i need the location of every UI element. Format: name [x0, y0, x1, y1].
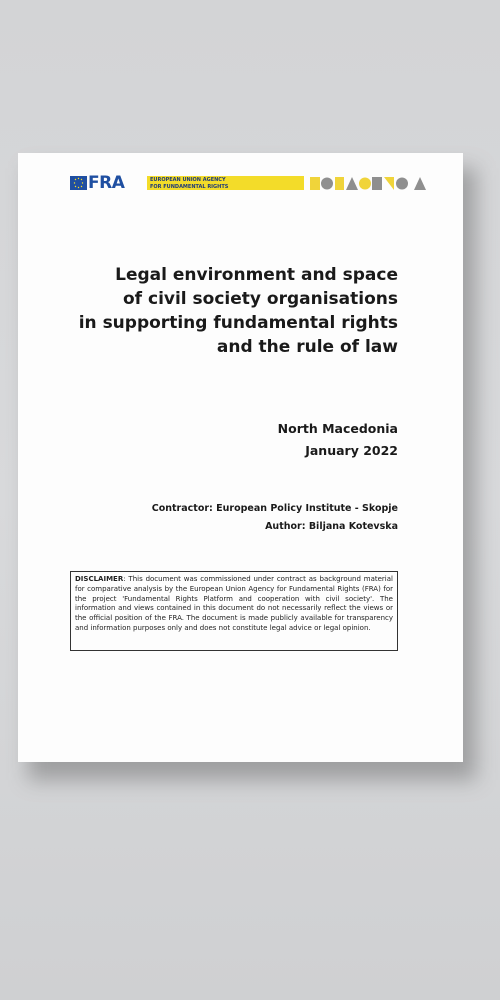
eu-flag-icon	[70, 176, 87, 190]
disclaimer-label: DISCLAIMER	[75, 575, 124, 583]
decorative-shapes-icon	[310, 176, 435, 191]
title-line: in supporting fundamental rights	[78, 313, 398, 333]
country-date-block	[278, 418, 398, 462]
agency-name-band	[147, 176, 304, 190]
fra-logo: FRA	[88, 173, 125, 193]
country-name: North Macedonia	[277, 421, 398, 436]
contractor-line: Contractor: European Policy Institute - Skopje	[151, 503, 398, 514]
document-date: January 2022	[305, 443, 398, 458]
title-line: Legal environment and space	[115, 265, 398, 285]
document-title	[18, 263, 398, 359]
disclaimer-text: : This document was commissioned under contract as background material for comparative analysis by the European Union Agency for Fundamental Rights (FRA) for the project 'Fundamental Rights Platform and cooperation with civil society'. The information and views contained in this document do not necessarily reflect the views or the official position of the FRA. The document is made publicly available for transparency and information purposes only and does not constitute legal advice or legal opinion.	[75, 575, 393, 632]
title-line: and the rule of law	[216, 337, 398, 357]
document-header	[70, 173, 410, 193]
title-line: of civil society organisations	[123, 289, 398, 309]
credits-block	[152, 500, 398, 536]
disclaimer-box	[70, 571, 398, 651]
document-page	[18, 153, 463, 762]
agency-name-line1: EUROPEAN UNION AGENCY	[150, 177, 226, 183]
author-line: Author: Biljana Kotevska	[265, 521, 398, 532]
agency-name-line2: FOR FUNDAMENTAL RIGHTS	[150, 184, 229, 190]
